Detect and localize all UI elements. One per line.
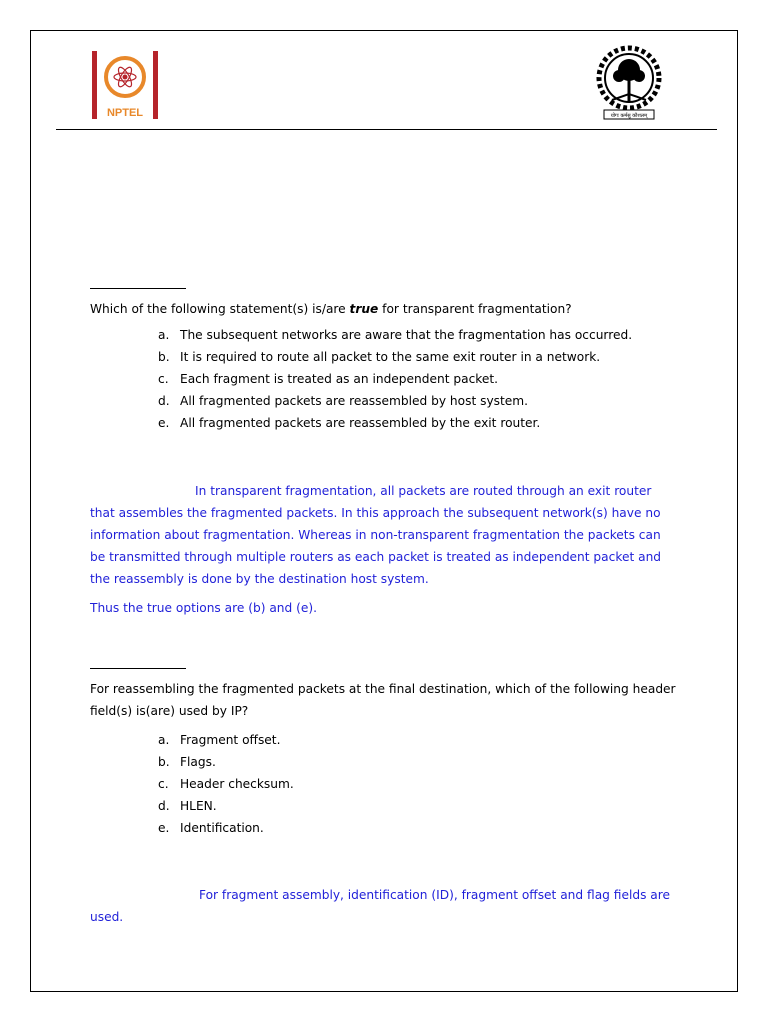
- q1-option-c: c. Each fragment is treated as an independent packet.: [158, 372, 499, 386]
- q2-explanation-line-1: For fragment assembly, identification (ID), fragment offset and flag fields are: [199, 888, 670, 902]
- q2-option-b: b. Flags.: [158, 755, 216, 769]
- question-separator: [90, 668, 186, 669]
- q2-explanation-line-2: used.: [90, 910, 124, 924]
- q1-option-a: a. The subsequent networks are aware that the fragmentation has occurred.: [158, 328, 633, 342]
- institute-emblem: [592, 42, 666, 122]
- question-1-text: Which of the following statement(s) is/are true for transparent fragmentation?: [90, 302, 572, 316]
- q1-option-b: b. It is required to route all packet to the same exit router in a network.: [158, 350, 601, 364]
- question-2-line-1: For reassembling the fragmented packets at the final destination, which of the following header: [90, 682, 676, 696]
- nptel-logo: [60, 48, 160, 122]
- q1-explanation-line-3: information about fragmentation. Whereas in non-transparent fragmentation the packets can: [90, 528, 661, 542]
- q1-explanation-line-5: the reassembly is done by the destination host system.: [90, 572, 429, 586]
- header-divider: [56, 129, 717, 130]
- q1-explanation-line-2: that assembles the fragmented packets. In this approach the subsequent network(s) have no: [90, 506, 661, 520]
- q2-option-d: d. HLEN.: [158, 799, 217, 813]
- q2-option-c: c. Header checksum.: [158, 777, 294, 791]
- q1-explanation-line-4: be transmitted through multiple routers as each packet is treated as independent packet and: [90, 550, 662, 564]
- q1-explanation-line-1: In transparent fragmentation, all packets are routed through an exit router: [195, 484, 652, 498]
- q1-option-d: d. All fragmented packets are reassembled by host system.: [158, 394, 529, 408]
- q1-conclusion: Thus the true options are (b) and (e).: [90, 601, 318, 615]
- question-separator: [90, 288, 186, 289]
- svg-text:NPTEL: NPTEL: [106, 107, 144, 119]
- q1-option-e: e. All fragmented packets are reassembled by the exit router.: [158, 416, 541, 430]
- q2-option-a: a. Fragment offset.: [158, 733, 281, 747]
- svg-text:योगः कर्मसु कौशलम्: योगः कर्मसु कौशलम्: [610, 113, 648, 119]
- question-2-line-2: field(s) is(are) used by IP?: [90, 704, 249, 718]
- q2-option-e: e. Identification.: [158, 821, 264, 835]
